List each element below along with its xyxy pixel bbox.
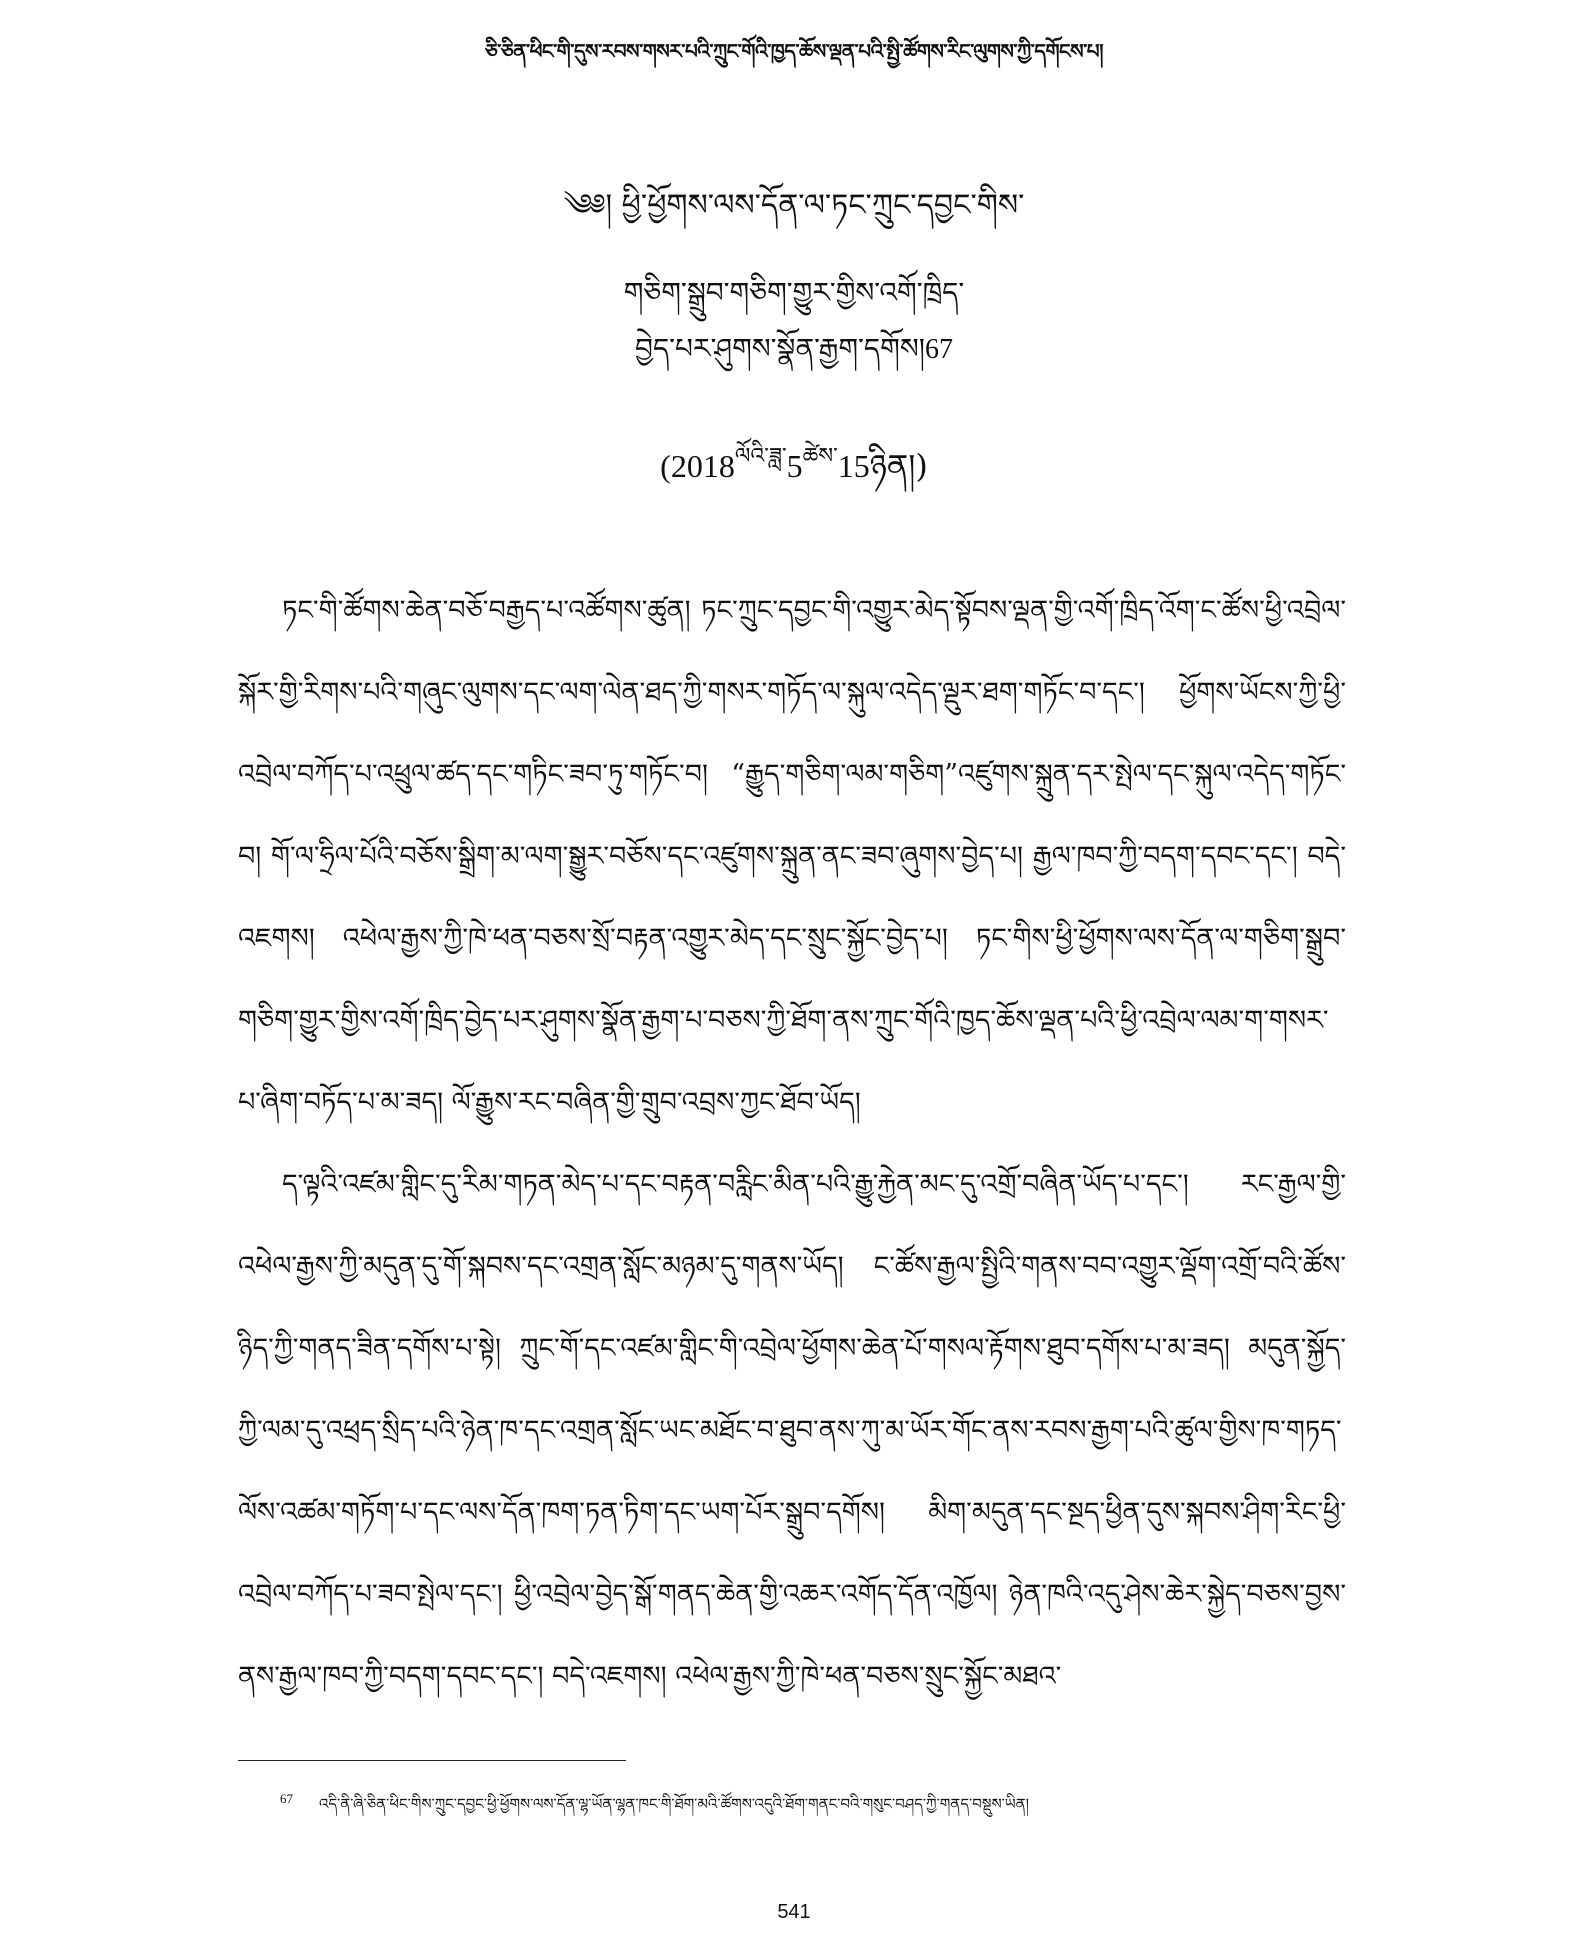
paragraph-1: ཏང་གི་ཚོགས་ཆེན་བཅོ་བརྒྱད་པ་འཚོགས་ཚུན། ཏང་ཀྲུང་དབྱང་གི་འགྱུར་མེད་སྟོབས་ལྡན་གྱི་འགོ་ཁྲིད་འོག་ང་ཚོས་ཕྱི་འབྲེལ་སྐོར་གྱི་རིགས་པའི་གཞུང་ལུགས་དང་ལག་ལེན་ཐད་ཀྱི་གསར་གཏོད་ལ་སྐུལ་འདེད་ལྡུར་ཐག་གཏོང་བ་དང་། ཕྱོགས་ཡོངས་ཀྱི་ཕྱི་འབྲེལ་བཀོད་པ་འཕྲུལ་ཚད་དང་གཏིང་ཟབ་ཏུ་གཏོང་བ། “རྒྱུད་གཅིག་ལམ་གཅིག”འཛུགས་སྐྲུན་དར་སྤེལ་དང་སྐུལ་འདེད་གཏོང་བ། གོ་ལ་ཧྲིལ་པོའི་བཅོས་སྒྲིག་མ་ལག་སྒྱུར་བཅོས་དང་འཛུགས་སྐྲུན་ནང་ཟབ་ཞུགས་བྱེད་པ། རྒྱལ་ཁབ་ཀྱི་བདག་དབང་དང་། བདེ་འཇགས། འཕེལ་རྒྱས་ཀྱི་ཁེ་ཕན་བཅས་སྲོ་བརྟན་འགྱུར་མེད་དང་སྲུང་སྐྱོང་བྱེད་པ། ཏང་གིས་ཕྱི་ཕྱོགས་ལས་དོན་ལ་གཅིག་སྒྲུབ་གཅིག་གྱུར་གྱིས་འགོ་ཁྲིད་བྱེད་པར་ཤུགས་སྣོན་རྒྱག་པ་བཅས་ཀྱི་ཐོག་ནས་ཀྲུང་གོའི་ཁྱད་ཆོས་ལྡན་པའི་ཕྱི་འབྲེལ་ལམ་ག་གསར་པ་ཞིག་བཏོད་པ་མ་ཟད། ལོ་རྒྱུས་རང་བཞིན་གྱི་གྲུབ་འབྲས་ཀྱང་ཐོབ་ཡོད། [238,595,1346,1118]
date-year: 2018 [670,448,735,484]
footnote-text: འདི་ནི་ཞི་ཅིན་ཕིང་གིས་ཀྲུང་དབྱང་ཕྱི་ཕྱོགས་ལས་དོན་ལྷ་ཡོན་ལྷན་ཁང་གི་ཐོག་མའི་ཚོགས་འདུའི་ཐོག་གནང་བའི་གསུང་བཤད་ཀྱི་གནད་བསྡུས་ཡིན། [319,1795,1029,1813]
footnote-number: 67 [280,1791,293,1806]
date-line [0,442,1588,495]
date-close: ཉིན།) [869,447,928,485]
document-title [0,184,1588,228]
date-day-prefix: ཚེས་ [802,444,838,469]
page-number: 541 [777,1901,811,1923]
footnote [280,1788,1350,1815]
document-subtitle-line-1: གཅིག་སྒྲུབ་གཅིག་གྱུར་གྱིས་འགོ་ཁྲིད་ [623,276,965,309]
date-open-paren: ( [660,448,671,484]
footnote-divider [238,1760,626,1761]
date-day: 15 [837,448,870,484]
document-subtitle-line-2-text: བྱེད་པར་ཤུགས་སྣོན་རྒྱག་དགོས། [635,332,925,365]
body-text [238,570,1346,1718]
date-year-suffix: ལོའི་ཟླ་ [734,444,787,469]
paragraph-2: ད་ལྟའི་འཛམ་གླིང་དུ་རིམ་གཏན་མེད་པ་དང་བརྟན་བརླིང་མིན་པའི་རྒྱུ་རྐྱེན་མང་དུ་འགྲོ་བཞིན་ཡོད་པ་དང་། རང་རྒྱལ་གྱི་འཕེལ་རྒྱས་ཀྱི་མདུན་དུ་གོ་སྐབས་དང་འགྲན་སློང་མཉམ་དུ་གནས་ཡོད། ང་ཚོས་རྒྱལ་སྤྱིའི་གནས་བབ་འགྱུར་ལྡོག་འགྲོ་བའི་ཚོས་ཉིད་ཀྱི་གནད་ཟིན་དགོས་པ་སྟེ། ཀྲུང་གོ་དང་འཛམ་གླིང་གི་འབྲེལ་ཕྱོགས་ཆེན་པོ་གསལ་རྟོགས་ཐུབ་དགོས་པ་མ་ཟད། མདུན་སྐྱོད་ཀྱི་ལམ་དུ་འཕྲད་སྲིད་པའི་ཉེན་ཁ་དང་འགྲན་སློང་ཡང་མཐོང་བ་ཐུབ་ནས་ཀུ་མ་ཡོར་གོང་ནས་རབས་རྒྱག་པའི་ཚུལ་གྱིས་ཁ་གཏད་ལོས་འཚམ་གཏོག་པ་དང་ལས་དོན་ཁག་ཏན་ཏིག་དང་ཡག་པོར་སྒྲུབ་དགོས། མིག་མདུན་དང་སྔད་ཕྱིན་དུས་སྐབས་ཤིག་རིང་ཕྱི་འབྲེལ་བཀོད་པ་ཟབ་སྤེལ་དང་། ཕྱི་འབྲེལ་བྱེད་སྒོ་གནད་ཆེན་གྱི་འཆར་འགོད་དོན་འཁྱོལ། ཉེན་ཁའི་འདུ་ཤེས་ཆེར་སྐྱེད་བཅས་བྱས་ནས་རྒྱལ་ཁབ་ཀྱི་བདག་དབང་དང་། བདེ་འཇགས། འཕེལ་རྒྱས་ཀྱི་ཁེ་ཕན་བཅས་སྲུང་སྐྱོང་མཐའ་ [238,1169,1346,1692]
document-title-text: ༄༅། ཕྱི་ཕྱོགས་ལས་དོན་ལ་ཏང་ཀྲུང་དབྱང་གིས་ [563,188,1025,223]
running-header: ཅི་ཅིན་ཕིང་གི་དུས་རབས་གསར་པའི་ཀྲུང་གོའི་ཁྱད་ཆོས་ལྡན་པའི་སྤྱི་ཚོགས་རིང་ལུགས་ཀྱི་དགོངས་པ། [484,39,1104,63]
document-subtitle-line-2 [0,328,1588,371]
date-month: 5 [786,448,803,484]
footnote-reference[interactable]: 67 [924,334,953,365]
